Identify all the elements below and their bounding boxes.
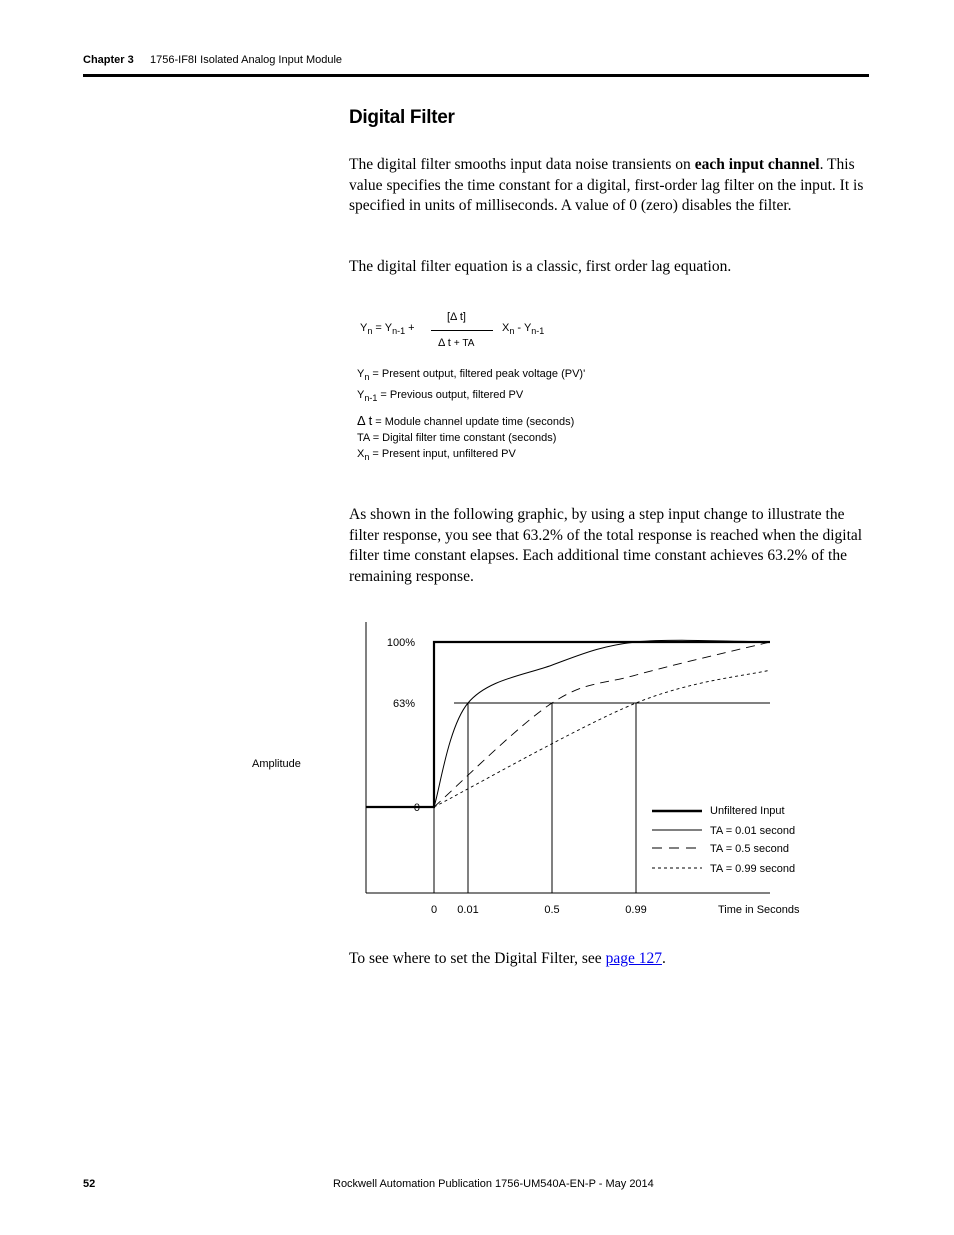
module-title: 1756-IF8I Isolated Analog Input Module [150, 54, 343, 66]
equation-lhs: $Y_n = Y_{n-1}$ + [360, 322, 415, 336]
y-tick-label-1: 63% [392, 698, 415, 711]
see-also-text: To see where to set the Digital Filter, see [349, 950, 606, 967]
series-line-1 [434, 640, 770, 807]
x-tick-label-3: 0.99 [625, 904, 647, 916]
legend-label-ta-099: TA = 0.99 second [710, 863, 796, 875]
equation-intro-paragraph: The digital filter equation is a classic, first order lag equation. [349, 258, 732, 275]
legend-label-ta-05: TA = 0.5 second [710, 843, 789, 855]
y-axis-label: Amplitude [252, 758, 301, 770]
intro-text-1: The digital filter smooths input data noise transients on [349, 156, 695, 173]
equation-denominator: Δ t + TA [438, 337, 475, 349]
x-tick-label-1: 0.01 [457, 904, 479, 916]
fraction-bar [431, 330, 493, 331]
page-127-link[interactable]: page 127 [605, 950, 662, 967]
chapter-label: Chapter 3 [83, 54, 134, 66]
x-tick-label-2: 0.5 [544, 904, 560, 916]
page-number: 52 [83, 1178, 96, 1190]
header-rule [83, 74, 869, 77]
legend-label-unfiltered: Unfiltered Input [710, 805, 785, 817]
definition-xn: $X_n$ = Present input, unfiltered PV [357, 448, 516, 462]
step-response-chart [240, 610, 810, 920]
see-also-period: . [661, 950, 666, 967]
definition-yn-1: $Y_{n-1}$ = Previous output, filtered PV [357, 389, 524, 403]
y-tick-label-0: 0 [413, 802, 420, 814]
intro-paragraph [349, 155, 869, 217]
definition-ta: TA = Digital filter time constant (seconds) [357, 432, 557, 444]
intro-text-2: . This value specifies the time constant for a digital, first-order lag filter on the input. It is specified in units of milliseconds. A value of 0 (zero) disables the filter. [349, 156, 864, 214]
intro-bold-text: each input channel [694, 156, 820, 173]
y-tick-label-2: 100% [386, 637, 415, 649]
definition-delta-t: Δ t = Module channel update time (seconds) [357, 413, 575, 428]
series-line-3 [434, 670, 770, 807]
chart-legend [652, 805, 795, 875]
definition-yn: $Y_n$ = Present output, filtered peak voltage (PV)' [357, 368, 586, 382]
section-title: Digital Filter [349, 107, 455, 128]
step-response-paragraph: As shown in the following graphic, by using a step input change to illustrate the filter response, you see that 63.2% of the total response is reached when the digital filter time constant elapses. Each additional time constant achieves 63.2% of the remaining response. [349, 506, 863, 585]
x-axis-label: Time in Seconds [718, 904, 800, 916]
series-line-0 [366, 642, 770, 807]
x-tick-label-0: 0 [430, 904, 438, 916]
publication-info: Rockwell Automation Publication 1756-UM540A-EN-P - May 2014 [333, 1178, 654, 1190]
equation-numerator: [Δ t] [447, 311, 466, 323]
series-line-2 [434, 642, 770, 807]
equation-rhs: $X_n - Y_{n-1}$ [502, 322, 545, 336]
see-also-paragraph [349, 949, 869, 970]
legend-label-ta-001: TA = 0.01 second [710, 825, 796, 837]
